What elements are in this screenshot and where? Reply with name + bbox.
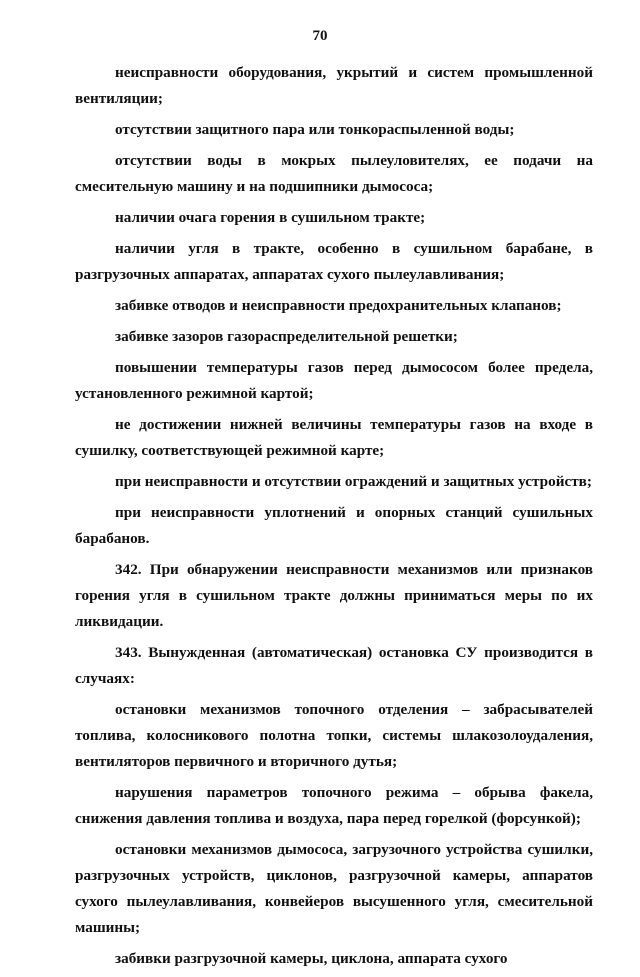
paragraph: не достижении нижней величины температуры газов на входе в сушилку, соответствующей режимной карте; (75, 416, 593, 459)
paragraph: остановки механизмов дымососа, загрузочного устройства сушилки, разгрузочных устройств, циклонов, разгрузочной камеры, аппаратов сухого пылеулавливания, конвейеров высушенного угля, смесительной машины; (75, 841, 593, 936)
paragraph: при неисправности уплотнений и опорных станций сушильных барабанов. (75, 504, 593, 547)
paragraph: неисправности оборудования, укрытий и систем промышленной вентиляции; (75, 64, 593, 107)
paragraph: нарушения параметров топочного режима – обрыва факела, снижения давления топлива и воздуха, пара перед горелкой (форсункой); (75, 784, 593, 827)
paragraph: отсутствии воды в мокрых пылеуловителях, ее подачи на смесительную машину и на подшипники дымососа; (75, 152, 593, 195)
paragraph: повышении температуры газов перед дымососом более предела, установленного режимной картой; (75, 359, 593, 402)
paragraph: наличии очага горения в сушильном тракте; (115, 209, 426, 226)
paragraph: наличии угля в тракте, особенно в сушильном барабане, в разгрузочных аппаратах, аппаратах сухого пылеулавливания; (75, 240, 593, 283)
paragraph: забивке зазоров газораспределительной решетки; (115, 328, 458, 345)
paragraph: при неисправности и отсутствии ограждений и защитных устройств; (115, 473, 592, 490)
paragraph: остановки механизмов топочного отделения – забрасывателей топлива, колосникового полотна топки, системы шлакозолоудаления, вентиляторов первичного и вторичного дутья; (75, 701, 593, 770)
paragraph: забивке отводов и неисправности предохранительных клапанов; (115, 297, 562, 314)
paragraph: отсутствии защитного пара или тонкораспыленной воды; (115, 121, 515, 138)
document-body (75, 60, 593, 977)
page-number: 70 (312, 28, 328, 44)
clause-343: 343. Вынужденная (автоматическая) остановка СУ производится в случаях: (75, 644, 593, 687)
clause-342: 342. При обнаружении неисправности механизмов или признаков горения угля в сушильном тракте должны приниматься меры по их ликвидации. (75, 561, 593, 630)
paragraph: забивки разгрузочной камеры, циклона, аппарата сухого (115, 950, 508, 967)
